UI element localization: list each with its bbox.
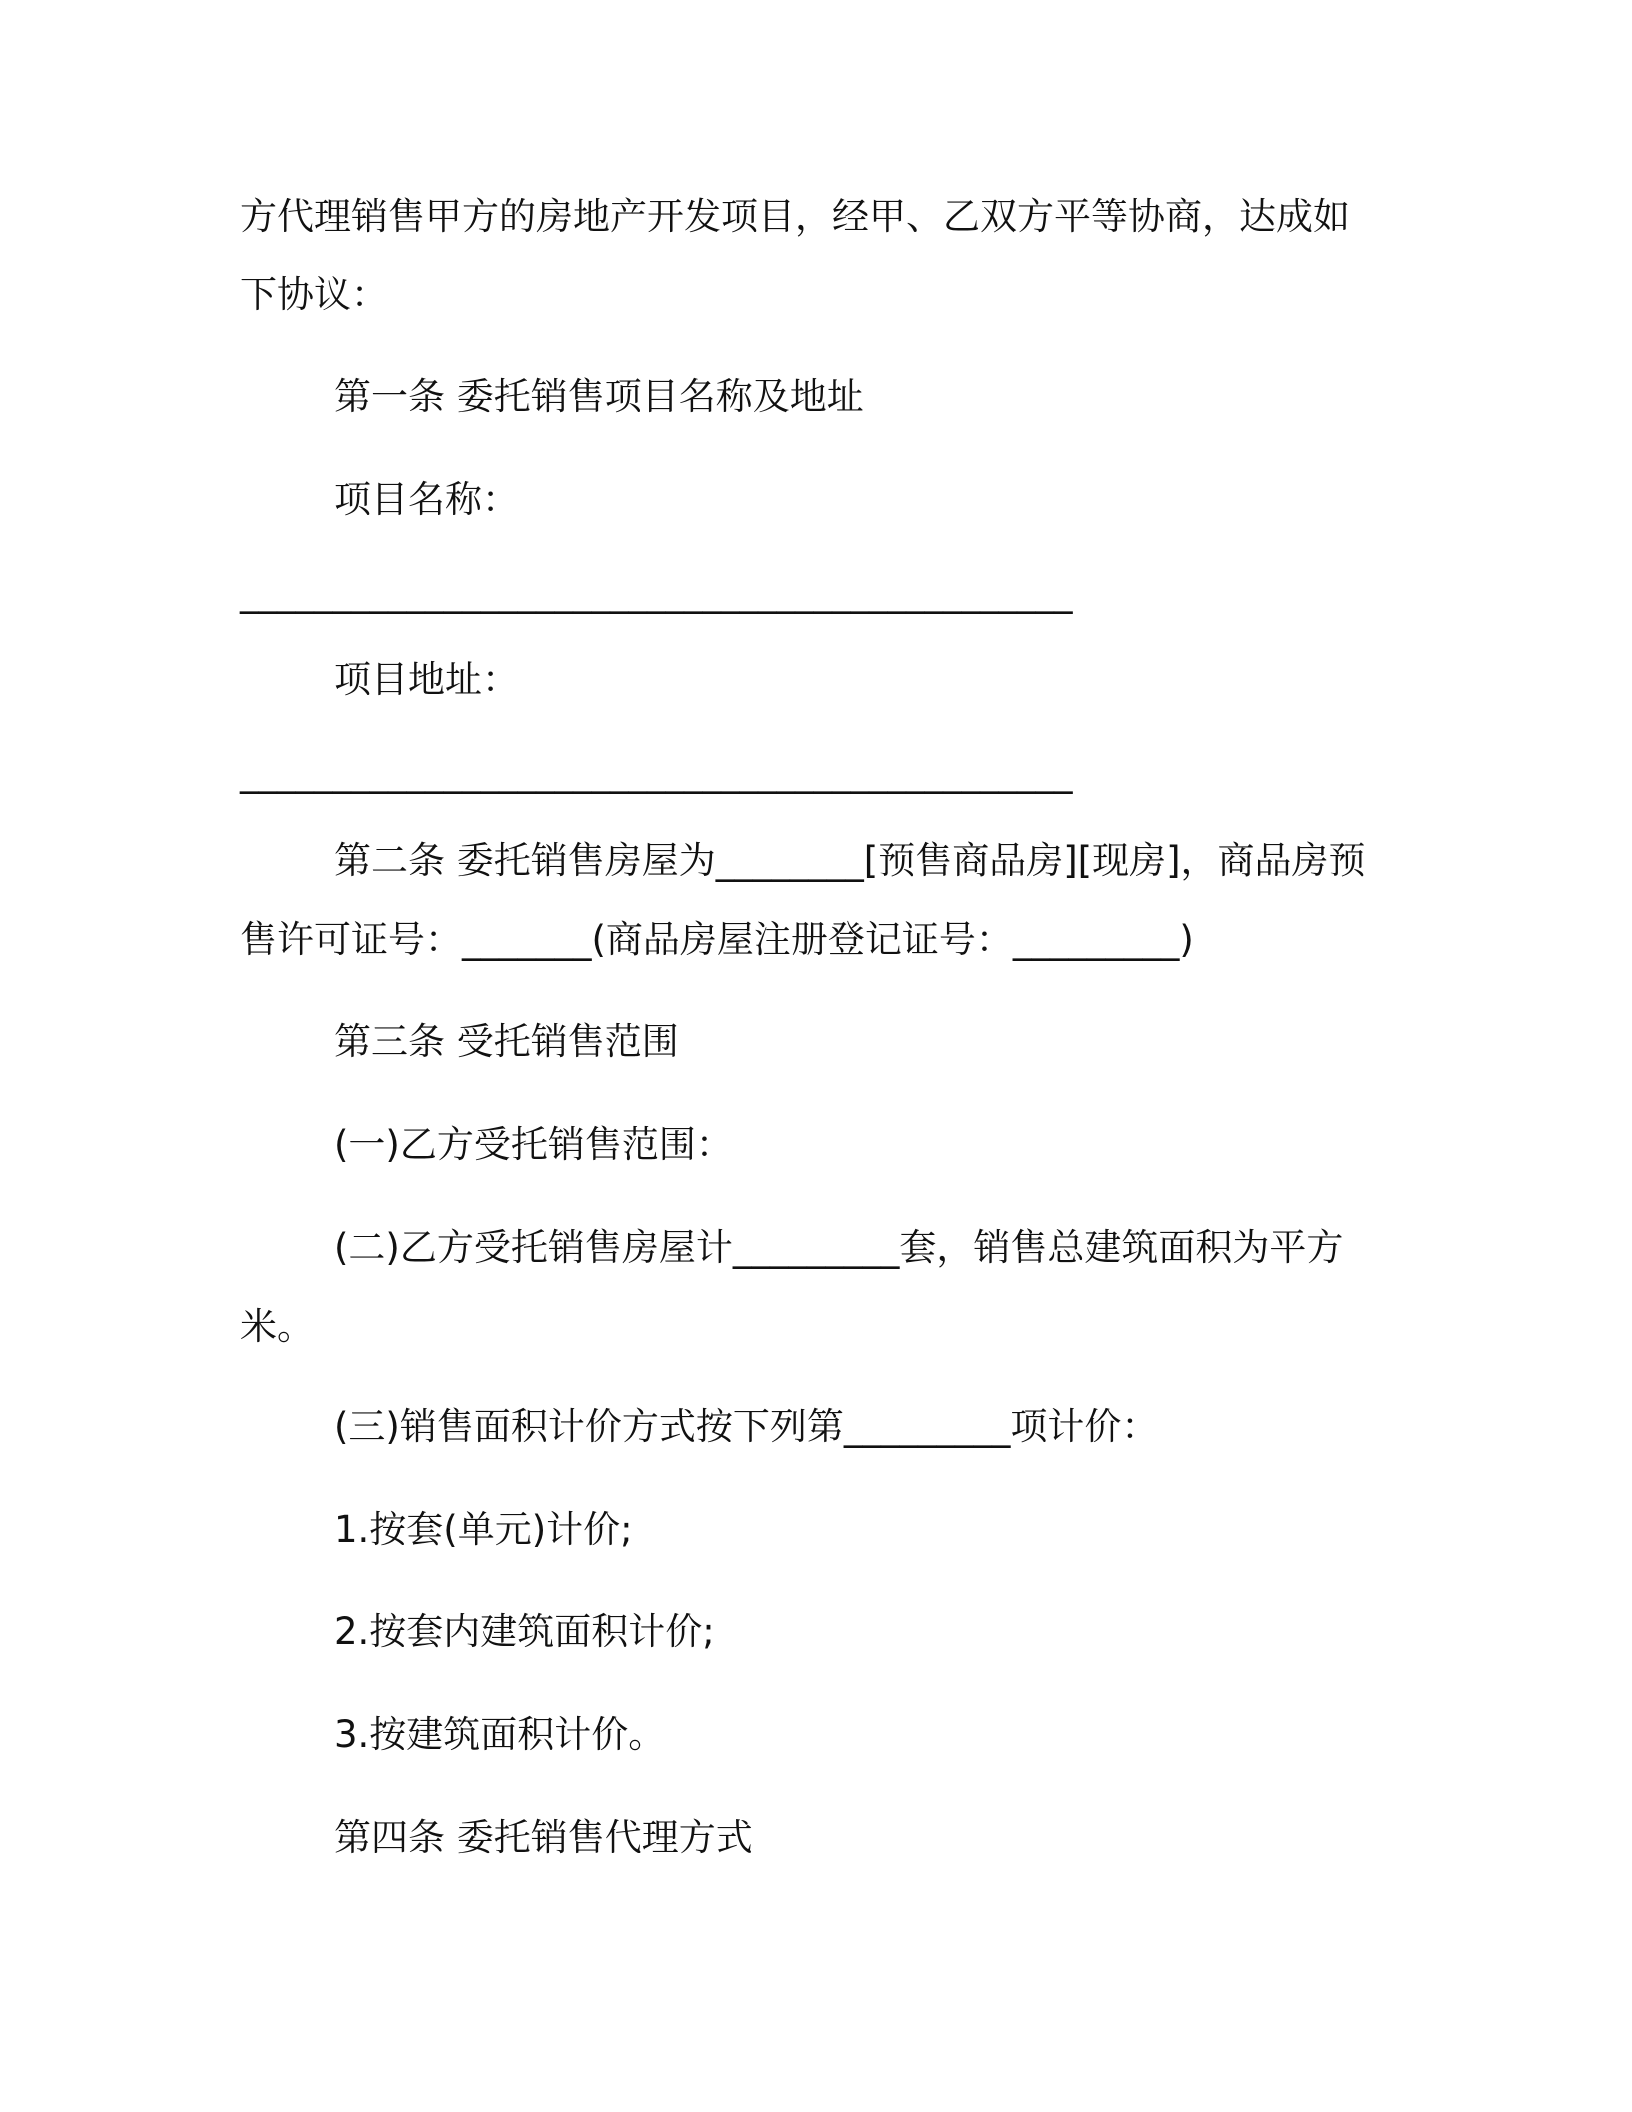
paragraph-continuation-line: 方代理销售甲方的房地产开发项目，经甲、乙双方平等协商，达成如 — [240, 195, 1350, 238]
article-4-heading: 第四条 委托销售代理方式 — [334, 1816, 753, 1859]
article-3-heading: 第三条 受托销售范围 — [334, 1020, 679, 1063]
article-1-heading: 第一条 委托销售项目名称及地址 — [334, 375, 864, 418]
article-2-text-continued: 售许可证号：_______(商品房屋注册登记证号：_________) — [240, 918, 1194, 961]
article-2-text: 第二条 委托销售房屋为________[预售商品房][现房]，商品房预 — [334, 839, 1366, 882]
article-3-item-2: (二)乙方受托销售房屋计_________套，销售总建筑面积为平方 — [334, 1226, 1344, 1269]
project-address-label: 项目地址： — [334, 658, 519, 701]
pricing-option-3: 3.按建筑面积计价。 — [334, 1713, 666, 1756]
article-3-item-3: (三)销售面积计价方式按下列第_________项计价： — [334, 1405, 1159, 1448]
project-name-blank: _____________________________________________ — [240, 571, 1073, 614]
paragraph-continuation-line: 下协议： — [240, 273, 388, 316]
article-3-item-1: (一)乙方受托销售范围： — [334, 1123, 733, 1166]
article-3-item-2-continued: 米。 — [240, 1305, 314, 1348]
pricing-option-1: 1.按套(单元)计价; — [334, 1508, 633, 1551]
pricing-option-2: 2.按套内建筑面积计价; — [334, 1610, 715, 1653]
project-name-label: 项目名称： — [334, 478, 519, 521]
project-address-blank: _____________________________________________ — [240, 751, 1073, 794]
